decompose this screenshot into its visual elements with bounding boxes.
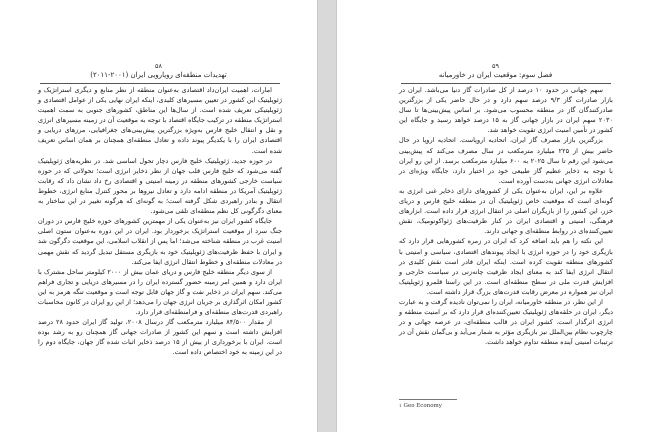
left-page-number: ۵۸ (155, 62, 162, 70)
right-page-header (337, 62, 654, 80)
footnote-text: Geo Economy (403, 403, 442, 409)
right-page-number: ۵۹ (492, 62, 499, 70)
paragraph: جایگاه کشور ایران نیز به‌عنوان یکی از مهمترین کشورهای حوزه خلیج فارس در دوران جنگ سرد از موقعیت استراتژیک برخوردار بود. ایران در این دوره به‌عنوان ستون اصلی امنیت غرب در منطقه شناخته می‌شد؛ اما پس از انقلاب اسلامی، این موقعیت دگرگون شد و ایران با حفظ ظرفیت‌های ژئوپلیتیک خود به بازیگری مستقل تبدیل گردید که نقش مهمی در معادلات منطقه‌ای و خطوط انتقال انرژی ایفا می‌کند. (38, 217, 282, 266)
paragraph: در حوزه جدید، ژئوپلیتیک خلیج فارس دچار تحول اساسی شد. در نظریه‌های ژئوپلیتیک گفته می‌شود که خلیج فارس قلب جهان از نظر ذخایر انرژی است؛ تحولاتی که در حوزه سیاست خارجی کشورهای منطقه در زمینه امنیتی و اقتصادی رخ داد نشان داد که رقابت ژئوپلیتیک آمریکا در منطقه ادامه دارد و تعادل نیروها بر محور کنترل منابع انرژی، خطوط انتقال و بنادر راهبردی شکل گرفته است؛ به گونه‌ای که هرگونه تغییر در این ساختار به معنای دگرگونی کل نظم منطقه‌ای تلقی می‌شود. (38, 156, 282, 216)
left-running-header: تهدیدات منطقه‌ای رویارویی ایران (۲۰۰۱-۲۰۱۱) (90, 71, 227, 79)
footnote-rule (399, 399, 457, 400)
right-page (337, 0, 654, 432)
paragraph: علاوه بر این، ایران به‌عنوان یکی از کشورهای دارای ذخایر غنی انرژی به گونه‌ای است که موقعیت خاص ژئوپلیتیک آن در منطقه خلیج فارس و دریای خزر، این کشور را از بازیگران اصلی در انتقال انرژی قرار داده است. ابزارهای فرهنگی، امنیتی و اقتصادی ایران در کنار ظرفیت‌های ژئواکونومیک، نقش تعیین‌کننده‌ای در روابط منطقه‌ای و جهانی دارند. (399, 186, 613, 236)
paragraph: این نکته را هم باید اضافه کرد که ایران در زمره کشورهایی قرار دارد که بازیگری خود را در حوزه انرژی با ایجاد پیوندهای اقتصادی، سیاسی و امنیتی با کشورهای منطقه تقویت کرده است. اینکه ایران قادر است نقش کلیدی در انتقال انرژی ایفا کند به معنای ایجاد ظرفیت چانه‌زنی در سیاست خارجی و افزایش قدرت ملی در سطح منطقه‌ای است. در این راستا قلمرو ژئوپلیتیک ایران نیز همواره در معرض رقابت قدرت‌های بزرگ قرار داشته است. (399, 237, 613, 296)
footnote-marker: 1 (399, 403, 402, 408)
left-page-body (38, 85, 282, 358)
paragraph: از این نظر، در منطقه خاورمیانه، ایران را نمی‌توان نادیده گرفت و به عبارت دیگر، ایران در حلقه‌های ژئوپلیتیک تعیین‌کننده‌ای قرار دارد که بر امنیت منطقه و انرژی اثرگذار است. کشور ایران در قالب منطقه‌ای، در عرصه جهانی و در چارچوب نظام بین‌الملل نیز بازیگری مؤثر به شمار می‌آید و بی‌گمان نقش آن در ترتیبات امنیتی آینده منطقه تداوم خواهد داشت. (399, 297, 613, 347)
paragraph: از مقدار ۸۴/۵۰۰ میلیارد مترمکعب گاز درسال ۲۰۰۸، تولید گاز ایران حدود ۲۸ درصد افزایش داشته است و سهم این کشور از صادرات جهانی گاز همچنان رو به رشد بوده است. ایران با برخورداری از بیش از ۱۵ درصد ذخایر اثبات شده گاز جهان، جایگاه دوم را در این زمینه به خود اختصاص داده است. (38, 318, 283, 357)
paragraph: از سوی دیگر منطقه خلیج فارس و دریای عمان بیش از ۲۰۰۰ کیلومتر ساحل مشترک با ایران دارد و همین امر زمینه حضور گسترده ایران را در مسیرهای دریایی و تجاری فراهم می‌کند. سهم ایران در ذخایر نفت و گاز جهان قابل توجه است و موقعیت تنگه هرمز به این کشور امکان اثرگذاری بر جریان انرژی جهان را می‌دهد؛ از این رو ایران در کانون محاسبات راهبردی قدرت‌های منطقه‌ای و فرامنطقه‌ای قرار دارد. (38, 267, 282, 317)
right-page-body (399, 85, 613, 347)
right-running-header: فصل سوم: موقعیت ایران در خاورمیانه (438, 71, 553, 79)
paragraph: بزرگترین بازار مصرف گاز ایران، اتحادیه اروپاست. اتحادیه اروپا در حال حاضر بیش از ۲۲۵ میلیارد مترمکعب در سال مصرف می‌کند که پیش‌بینی می‌شود این رقم تا سال ۲۰۲۵ به ۶۰۰ میلیارد مترمکعب برسد. از این رو ایران با توجه به ذخایر عظیم گاز طبیعی خود در اختیار دارد، جایگاه ویژه‌ای در معادلات انرژی جهانی به‌دست آورده است. (399, 136, 613, 185)
right-header-rule (401, 83, 611, 84)
paragraph: امارات، اهمیت ایران‌داد اقتصادی به‌عنوان منطقه از نظر منابع و دیگری استراتژیک و ژئوپلیتیک این کشور در تعیین مسیرهای کلیدی، اینکه ایران نهایی یکی از عوامل اقتصادی و ژئوپلیتیکی تعریف شده است. از سال‌ها این مناطق، کشورهای جنوبی به سمت اهمیت استراتژیک منطقه در ترکیب جایگاه اقتصاد با توجه به موقعیت آن در زمینه مسیرهای انرژی و نقل و انتقال خلیج فارس به‌ویژه بزرگترین پیش‌بینی‌های جغرافیایی، مرزهای دریایی و اقتصادی ایران را با یکدیگر پیوند داده و تعادل منطقه‌ای همچنان بر همان اساس تعریف شده است. (38, 86, 282, 155)
paragraph: سهم جهانی در حدود ۱۰ درصد از کل صادرات گاز دنیا می‌باشد. ایران در بازار صادرات گاز ۹/۳ درصد سهم دارد و در حال حاضر یکی از بزرگترین صادرکنندگان گاز در منطقه محسوب می‌شود. بر اساس پیش‌بینی‌ها تا سال ۲۰۳۰ سهم ایران در بازار جهانی گاز به ۱۵ درصد خواهد رسید و جایگاه این کشور در تأمین امنیت انرژی تقویت خواهد شد. (399, 86, 613, 135)
left-page-header (0, 62, 317, 80)
footnote (399, 403, 442, 409)
left-page (0, 0, 317, 432)
left-header-rule (40, 83, 280, 84)
